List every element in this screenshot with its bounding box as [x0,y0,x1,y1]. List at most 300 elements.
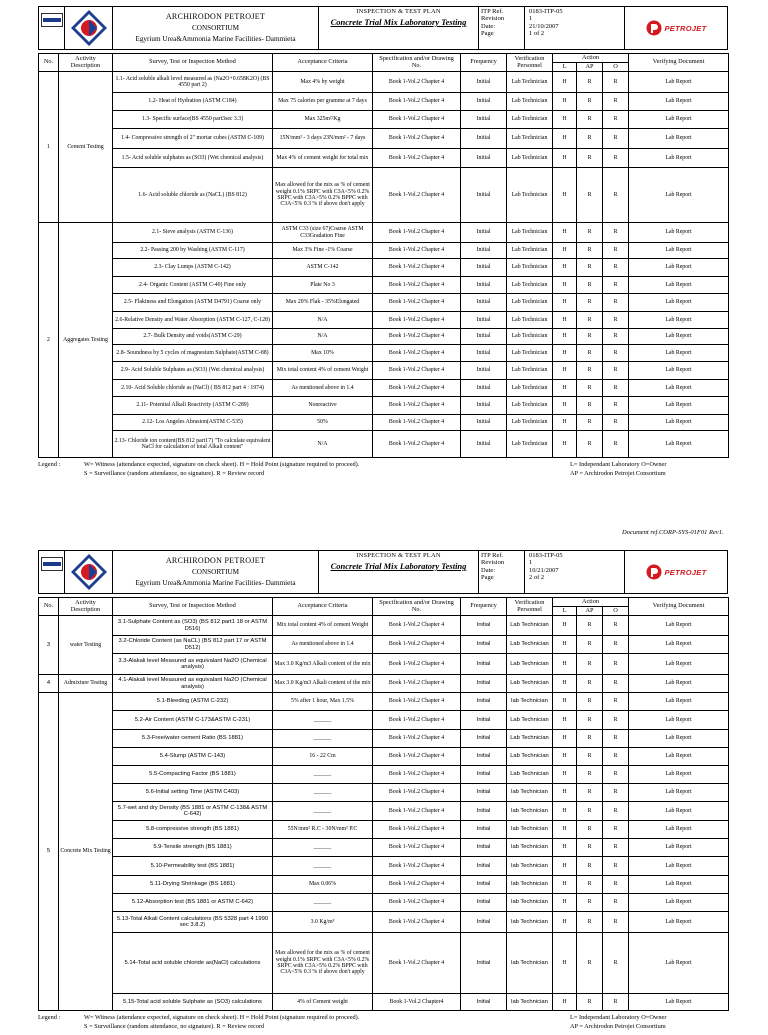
action-l-cell: H [553,93,577,111]
table-row [39,912,729,933]
legend-right-1: L= Independant Laboratory O=Owner [570,1014,667,1021]
action-o-cell: R [603,693,629,711]
section-number: 2 [39,223,59,458]
acceptance-cell: ______ [273,839,373,857]
document-cell: Lab Report [629,821,729,839]
meta-date: 10/21/2007 [529,566,559,574]
personnel-cell: Lab Technician [507,259,553,277]
spec-cell: Book 1-Vol.2 Chapter 4 [373,912,461,933]
acceptance-cell: Max 4% of cement weight for total mix [273,149,373,168]
action-ap-cell: R [577,93,603,111]
table-row [39,149,729,168]
personnel-cell: lab Technician [507,933,553,994]
table-row [39,380,729,397]
document-cell: Lab Report [629,857,729,876]
document-cell: Lab Report [629,636,729,654]
survey-cell: 5.5-Compacting Factor (BS 1881) [113,766,273,784]
spec-cell: Book 1-Vol.2 Chapter 4 [373,636,461,654]
personnel-cell: Lab Technician [507,730,553,748]
document-cell: Lab Report [629,129,729,149]
spec-cell: Book 1-Vol.2 Chapter 4 [373,277,461,294]
legend-right-2: AP = Archirodon Petrojet Consortium [570,470,666,477]
table-row [39,431,729,458]
action-o-cell: R [603,312,629,329]
action-o-cell: R [603,876,629,894]
acceptance-cell: 4% of Cement weight [273,994,373,1011]
legend-line-1: W= Witness (attendance expected, signature on check sheet). H = Hold Point (signature required to proceed). [84,461,360,468]
meta-page-label: Page [481,30,494,38]
table-row [39,415,729,431]
col-spec: Specification and/or Drawing No. [373,598,461,616]
frequency-cell: Initial [461,616,507,636]
action-ap-cell: R [577,168,603,223]
survey-cell: 1.4- Compressive strength of 2" mortar cubes (ASTM C-109) [113,129,273,149]
document-cell: Lab Report [629,730,729,748]
personnel-cell: Lab Technician [507,636,553,654]
col-survey: Survey, Test or Inspection Method [113,598,273,616]
action-ap-cell: R [577,277,603,294]
table-row [39,243,729,259]
col-doc: Verifying Document [629,598,729,616]
action-o-cell: R [603,72,629,93]
acceptance-cell: Max 20% Flak - 35%Elongated [273,294,373,312]
table-row [39,857,729,876]
table-row [39,362,729,380]
frequency-cell: Initial [461,748,507,766]
spec-cell: Book 1-Vol.2 Chapter 4 [373,168,461,223]
survey-cell: 5.1-Bleeding (ASTM C-232) [113,693,273,711]
frequency-cell: Initial [461,168,507,223]
action-o-cell: R [603,821,629,839]
col-no: No. [39,598,59,616]
frequency-cell: Initial [461,912,507,933]
document-cell: Lab Report [629,111,729,129]
table-row [39,616,729,636]
action-ap-cell: R [577,675,603,693]
action-l-cell: H [553,129,577,149]
document-cell: Lab Report [629,876,729,894]
frequency-cell: Initial [461,894,507,912]
survey-cell: 5.7-wet and dry Density (BS 1881 or ASTM C-138& ASTM C-642) [113,802,273,821]
spec-cell: Book 1-Vol.2 Chapter 4 [373,345,461,362]
acceptance-cell: ______ [273,711,373,730]
survey-cell: 2.13- Chloride ion content(BS 812 part17) "To calculate equivalent NaCl for calculation of total Alkali content" [113,431,273,458]
spec-cell: Book 1-Vol.2 Chapter 4 [373,802,461,821]
personnel-cell: Lab Technician [507,312,553,329]
action-l-cell: H [553,821,577,839]
spec-cell: Book 1-Vol.2 Chapter 4 [373,415,461,431]
table-row [39,730,729,748]
action-l-cell: H [553,675,577,693]
action-ap-cell: R [577,72,603,93]
survey-cell: 1.3- Specific surface(BS 4550 part3sec 3.3) [113,111,273,129]
meta-rev: 1 [529,559,533,567]
itp-meta [479,551,625,593]
document-cell: Lab Report [629,766,729,784]
col-acceptance: Acceptance Criteria [273,54,373,72]
action-ap-cell: R [577,636,603,654]
action-o-cell: R [603,111,629,129]
spec-cell: Book 1-Vol.2 Chapter 4 [373,72,461,93]
spec-cell: Book 1-Vol.2 Chapter 4 [373,93,461,111]
acceptance-cell: ASTM C33 (size 67)Coarse ASTM C33Gradation Fine [273,223,373,243]
action-ap-cell: R [577,312,603,329]
action-ap-cell: R [577,380,603,397]
document-cell: Lab Report [629,259,729,277]
personnel-cell: Lab Technician [507,748,553,766]
itp-kind: INSPECTION & TEST PLAN [356,552,441,559]
spec-cell: Book 1-Vol.2 Chapter 4 [373,675,461,693]
spec-cell: Book 1-Vol.2 Chapter 4 [373,654,461,675]
col-o: O [603,607,629,616]
document-cell: Lab Report [629,748,729,766]
action-o-cell: R [603,748,629,766]
document-cell: Lab Report [629,415,729,431]
action-o-cell: R [603,362,629,380]
table-row [39,397,729,415]
action-o-cell: R [603,839,629,857]
acceptance-cell: N/A [273,329,373,345]
personnel-cell: lab Technician [507,693,553,711]
spec-cell: Book 1-Vol.2 Chapter 4 [373,380,461,397]
action-ap-cell: R [577,857,603,876]
action-ap-cell: R [577,748,603,766]
frequency-cell: Initial [461,223,507,243]
survey-cell: 2.4- Organic Content (ASTM C-40) Fine only [113,277,273,294]
action-o-cell: R [603,894,629,912]
frequency-cell: Initial [461,675,507,693]
action-o-cell: R [603,243,629,259]
action-l-cell: H [553,345,577,362]
table-row [39,72,729,93]
frequency-cell: Initial [461,380,507,397]
spec-cell: Book 1-Vol.2 Chapter 4 [373,857,461,876]
action-o-cell: R [603,654,629,675]
document-cell: Lab Report [629,693,729,711]
spec-cell: Book 1-Vol.2 Chapter 4 [373,784,461,802]
acceptance-cell: 15N/mm² - 3 days 23N/mm² - 7 days [273,129,373,149]
acceptance-cell: ______ [273,766,373,784]
col-doc: Verifying Document [629,54,729,72]
spec-cell: Book 1-Vol.2 Chapter 4 [373,397,461,415]
consortium-label: CONSORTIUM [191,24,240,33]
survey-cell: 2.1- Sieve analysis (ASTM C-136) [113,223,273,243]
action-l-cell: H [553,711,577,730]
action-ap-cell: R [577,111,603,129]
legend-right-1: L= Independant Laboratory O=Owner [570,461,667,468]
spec-cell: Book 1-Vol.2 Chapter 4 [373,243,461,259]
table-row [39,748,729,766]
meta-ref: 0183-ITP-05 [529,552,563,559]
survey-cell: 5.12-Absorption test (BS 1881 or ASTM C-642) [113,894,273,912]
table-row [39,111,729,129]
document-cell: Lab Report [629,223,729,243]
table-row [39,636,729,654]
consortium-logo [65,551,113,593]
frequency-cell: Initial [461,415,507,431]
document-cell: Lab Report [629,362,729,380]
frequency-cell: Initial [461,821,507,839]
action-ap-cell: R [577,654,603,675]
spec-cell: Book 1-Vol.2 Chapter 4 [373,821,461,839]
personnel-cell: Lab Technician [507,277,553,294]
action-l-cell: H [553,380,577,397]
action-l-cell: H [553,766,577,784]
personnel-cell: Lab Technician [507,431,553,458]
acceptance-cell: Max 325m²/Kg [273,111,373,129]
table-row [39,294,729,312]
survey-cell: 2.6-Relative Density and Water Absorption (ASTM C-127, C-128) [113,312,273,329]
action-o-cell: R [603,994,629,1011]
action-o-cell: R [603,730,629,748]
personnel-cell: Lab Technician [507,362,553,380]
personnel-cell: lab Technician [507,821,553,839]
action-ap-cell: R [577,345,603,362]
acceptance-cell: Max 0.06% [273,876,373,894]
action-l-cell: H [553,329,577,345]
acceptance-cell: Mix total content 4% of cement Weight [273,362,373,380]
action-o-cell: R [603,397,629,415]
action-ap-cell: R [577,994,603,1011]
tuv-logo [39,7,65,49]
section-activity: Cement Testing [59,72,113,223]
survey-cell: 5.9-Tensile strength (BS 1881) [113,839,273,857]
document-cell: Lab Report [629,912,729,933]
acceptance-cell: N/A [273,312,373,329]
table-row [39,711,729,730]
document-cell: Lab Report [629,933,729,994]
itp-table-1 [38,53,729,458]
personnel-cell: lab Technician [507,994,553,1011]
acceptance-cell: 16 - 22 Cm [273,748,373,766]
action-l-cell: H [553,802,577,821]
action-ap-cell: R [577,933,603,994]
company-name: ARCHIRODON PETROJET [165,556,266,566]
meta-rev-label: Revision [481,559,505,567]
action-l-cell: H [553,784,577,802]
personnel-cell: Lab Technician [507,397,553,415]
meta-rev: 1 [529,15,533,23]
section-number: 4 [39,675,59,693]
col-frequency: Frequency [461,598,507,616]
spec-cell: Book 1-Vol.2 Chapter 4 [373,312,461,329]
action-ap-cell: R [577,766,603,784]
col-o: O [603,63,629,72]
frequency-cell: Initial [461,397,507,415]
col-no: No. [39,54,59,72]
personnel-cell: Lab Technician [507,345,553,362]
action-l-cell: H [553,415,577,431]
col-acceptance: Acceptance Criteria [273,598,373,616]
document-cell: Lab Report [629,168,729,223]
action-ap-cell: R [577,243,603,259]
table-row [39,129,729,149]
action-o-cell: R [603,277,629,294]
document-cell: Lab Report [629,345,729,362]
acceptance-cell: ______ [273,784,373,802]
survey-cell: 1.2- Heat of Hydration (ASTM C184) [113,93,273,111]
itp-meta [479,7,625,49]
action-o-cell: R [603,415,629,431]
spec-cell: Book 1-Vol.2 Chapter 4 [373,431,461,458]
col-l: L [553,63,577,72]
meta-page: 2 of 2 [529,574,545,582]
table-row [39,784,729,802]
survey-cell: 5.15-Total acid soluble Sulphate as (SO3) calculations [113,994,273,1011]
action-o-cell: R [603,616,629,636]
table-row [39,994,729,1011]
spec-cell: Book 1-Vol.2 Chapter 4 [373,329,461,345]
survey-cell: 5.2-Air Content (ASTM C-173&ASTM C-231) [113,711,273,730]
action-ap-cell: R [577,294,603,312]
frequency-cell: Initial [461,93,507,111]
document-cell: Lab Report [629,312,729,329]
table-row [39,312,729,329]
spec-cell: Book 1-Vol.2 Chapter 4 [373,129,461,149]
table-row [39,876,729,894]
table-row [39,894,729,912]
itp-page-2 [38,550,728,1035]
personnel-cell: lab Technician [507,894,553,912]
action-ap-cell: R [577,223,603,243]
action-ap-cell: R [577,730,603,748]
petrojet-mark-icon [646,20,662,36]
section-activity: Aggregates Testing [59,223,113,458]
personnel-cell: Lab Technician [507,111,553,129]
col-spec: Specification and/or Drawing No. [373,54,461,72]
action-l-cell: H [553,431,577,458]
project-name: Egyrium Urea&Ammonia Marine Facilities- Dammieta [135,35,296,43]
spec-cell: Book 1-Vol.2 Chapter 4 [373,711,461,730]
legend-line-2: S = Surveillance (random attendance, no signature). R = Review record [84,470,265,477]
action-l-cell: H [553,876,577,894]
acceptance-cell: As mentioned above in 1.4 [273,380,373,397]
acceptance-cell: ASTM C-142 [273,259,373,277]
action-o-cell: R [603,329,629,345]
action-ap-cell: R [577,397,603,415]
personnel-cell: Lab Technician [507,616,553,636]
spec-cell: Book 1-Vol.2 Chapter 4 [373,294,461,312]
table-row [39,93,729,111]
legend-right-2: AP = Archirodon Petrojet Consortium [570,1023,666,1030]
action-l-cell: H [553,397,577,415]
acceptance-cell: Max 3.0 Kg/m3 Alkali content of the mix [273,675,373,693]
frequency-cell: Initial [461,329,507,345]
action-l-cell: H [553,839,577,857]
frequency-cell: Initial [461,693,507,711]
action-o-cell: R [603,431,629,458]
acceptance-cell: ______ [273,802,373,821]
action-o-cell: R [603,912,629,933]
meta-ref-label: ITP Ref. [481,552,504,559]
section-activity: Concrete Mix Testing [59,693,113,1011]
frequency-cell: Initial [461,362,507,380]
spec-cell: Book 1-Vol.2 Chapter 4 [373,693,461,711]
frequency-cell: Initial [461,129,507,149]
survey-cell: 4.1-Alakali level Measured as equivalant Na2O (Chemical analysis) [113,675,273,693]
frequency-cell: Initial [461,431,507,458]
document-cell: Lab Report [629,431,729,458]
document-cell: Lab Report [629,72,729,93]
spec-cell: Book 1-Vol.2 Chapter 4 [373,616,461,636]
document-cell: Lab Report [629,93,729,111]
section-activity: Admixture Testing [59,675,113,693]
action-ap-cell: R [577,693,603,711]
frequency-cell: Initial [461,636,507,654]
action-ap-cell: R [577,329,603,345]
document-cell: Lab Report [629,380,729,397]
legend-line-2: S = Surveillance (random attendance, no signature). R = Review record [84,1023,265,1030]
action-l-cell: H [553,894,577,912]
personnel-cell: Lab Technician [507,711,553,730]
spec-cell: Book 1-Vol.2 Chapter 4 [373,362,461,380]
spec-cell: Book 1-Vol.2 Chapter 4 [373,876,461,894]
personnel-cell: Lab Technician [507,675,553,693]
action-ap-cell: R [577,616,603,636]
action-o-cell: R [603,766,629,784]
page-header [38,550,728,594]
project-name: Egyrium Urea&Ammonia Marine Facilities- Dammieta [135,579,296,587]
frequency-cell: Initial [461,654,507,675]
action-ap-cell: R [577,784,603,802]
frequency-cell: Initial [461,345,507,362]
document-cell: Lab Report [629,994,729,1011]
spec-cell: Book 1-Vol.2 Chapter 4 [373,933,461,994]
action-ap-cell: R [577,711,603,730]
document-cell: Lab Report [629,784,729,802]
spec-cell: Book 1-Vol.2 Chapter 4 [373,149,461,168]
personnel-cell: Lab Technician [507,766,553,784]
action-l-cell: H [553,912,577,933]
frequency-cell: Initial [461,839,507,857]
personnel-cell: Lab Technician [507,415,553,431]
table-row [39,693,729,711]
action-o-cell: R [603,345,629,362]
action-o-cell: R [603,802,629,821]
action-l-cell: H [553,636,577,654]
personnel-cell: Lab Technician [507,329,553,345]
survey-cell: 5.8-compressive strength (BS 1881) [113,821,273,839]
legend-label: Legend : [38,1014,61,1021]
action-l-cell: H [553,616,577,636]
document-reference: Document ref.CORP-SYS-01F01 Rev1. [622,529,724,536]
action-l-cell: H [553,994,577,1011]
itp-title: Concrete Trial Mix Laboratory Testing [330,17,467,27]
survey-cell: 1.1- Acid soluble alkali level measured as (Na2O+0.658K2O) (BS 4550 part 2) [113,72,273,93]
action-l-cell: H [553,168,577,223]
survey-cell: 2.12- Los Angeles Abrasion(ASTM C-535) [113,415,273,431]
action-ap-cell: R [577,415,603,431]
table-row [39,839,729,857]
acceptance-cell: Max 3% Fine -1% Coarse [273,243,373,259]
frequency-cell: Initial [461,277,507,294]
spec-cell: Book 1-Vol.2 Chapter 4 [373,894,461,912]
frequency-cell: Initial [461,294,507,312]
document-cell: Lab Report [629,397,729,415]
meta-page-label: Page [481,574,494,582]
survey-cell: 2.9- Acid Soluble Sulphates as (SO3) (Wet chemical analysis) [113,362,273,380]
action-o-cell: R [603,784,629,802]
meta-date: 21/10/2007 [529,22,559,30]
meta-date-label: Date: [481,566,496,574]
itp-title: Concrete Trial Mix Laboratory Testing [330,561,467,571]
action-l-cell: H [553,223,577,243]
acceptance-cell: Max 10% [273,345,373,362]
action-o-cell: R [603,636,629,654]
action-ap-cell: R [577,129,603,149]
action-ap-cell: R [577,912,603,933]
action-ap-cell: R [577,802,603,821]
